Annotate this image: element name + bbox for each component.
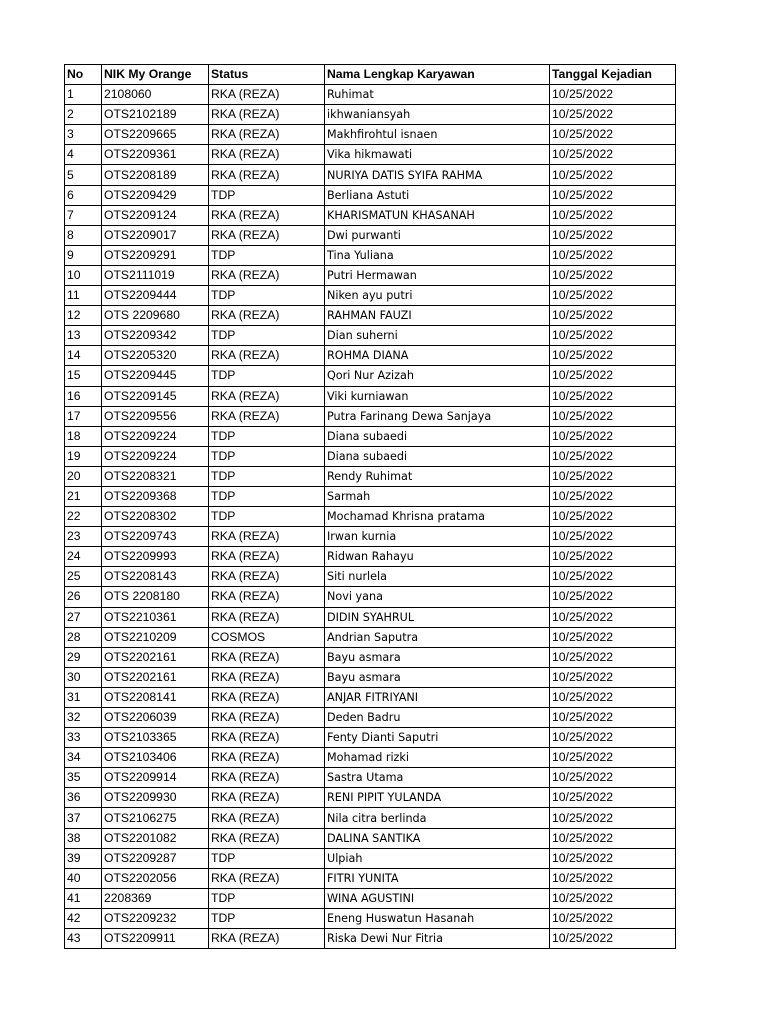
cell-nik: OTS2208302 (102, 507, 209, 527)
table-row (65, 547, 676, 567)
table-row (65, 868, 676, 888)
cell-date: 10/25/2022 (550, 687, 676, 707)
table-row (65, 587, 676, 607)
cell-status: TDP (209, 486, 325, 506)
employee-incident-table (64, 64, 676, 949)
cell-nik: OTS2103406 (102, 748, 209, 768)
table-row (65, 406, 676, 426)
cell-status: RKA (REZA) (209, 205, 325, 225)
table-row (65, 346, 676, 366)
cell-nik: OTS2201082 (102, 828, 209, 848)
header-nik: NIK My Orange (102, 65, 209, 85)
cell-date: 10/25/2022 (550, 708, 676, 728)
cell-no: 21 (65, 486, 102, 506)
table-row (65, 788, 676, 808)
cell-nik: OTS2209017 (102, 225, 209, 245)
cell-nik: OTS2103365 (102, 728, 209, 748)
cell-nik: 2108060 (102, 85, 209, 105)
cell-status: TDP (209, 466, 325, 486)
cell-date: 10/25/2022 (550, 105, 676, 125)
cell-date: 10/25/2022 (550, 185, 676, 205)
cell-no: 30 (65, 667, 102, 687)
cell-date: 10/25/2022 (550, 386, 676, 406)
cell-name: Putra Farinang Dewa Sanjaya (325, 406, 550, 426)
cell-status: RKA (REZA) (209, 667, 325, 687)
cell-nik: OTS2208189 (102, 165, 209, 185)
table-row (65, 748, 676, 768)
cell-date: 10/25/2022 (550, 245, 676, 265)
cell-nik: OTS2209665 (102, 125, 209, 145)
table-row (65, 466, 676, 486)
table-row (65, 567, 676, 587)
cell-no: 39 (65, 848, 102, 868)
cell-no: 18 (65, 426, 102, 446)
cell-no: 1 (65, 85, 102, 105)
cell-nik: OTS2209930 (102, 788, 209, 808)
cell-date: 10/25/2022 (550, 888, 676, 908)
cell-status: RKA (REZA) (209, 105, 325, 125)
cell-no: 3 (65, 125, 102, 145)
cell-date: 10/25/2022 (550, 667, 676, 687)
cell-status: RKA (REZA) (209, 567, 325, 587)
table-row (65, 125, 676, 145)
table-row (65, 205, 676, 225)
cell-no: 36 (65, 788, 102, 808)
cell-no: 19 (65, 446, 102, 466)
cell-nik: OTS2209743 (102, 527, 209, 547)
cell-no: 41 (65, 888, 102, 908)
cell-name: Berliana Astuti (325, 185, 550, 205)
header-status: Status (209, 65, 325, 85)
cell-name: Ruhimat (325, 85, 550, 105)
cell-name: Makhfirohtul isnaen (325, 125, 550, 145)
cell-status: TDP (209, 326, 325, 346)
table-row (65, 446, 676, 466)
cell-nik: OTS2102189 (102, 105, 209, 125)
cell-status: RKA (REZA) (209, 225, 325, 245)
cell-date: 10/25/2022 (550, 547, 676, 567)
cell-no: 6 (65, 185, 102, 205)
cell-no: 22 (65, 507, 102, 527)
cell-no: 27 (65, 607, 102, 627)
cell-name: Irwan kurnia (325, 527, 550, 547)
cell-no: 38 (65, 828, 102, 848)
cell-name: Dwi purwanti (325, 225, 550, 245)
cell-nik: OTS2206039 (102, 708, 209, 728)
cell-nik: OTS2208321 (102, 466, 209, 486)
cell-no: 13 (65, 326, 102, 346)
table-row (65, 728, 676, 748)
cell-status: TDP (209, 446, 325, 466)
cell-status: TDP (209, 245, 325, 265)
cell-date: 10/25/2022 (550, 286, 676, 306)
cell-name: Niken ayu putri (325, 286, 550, 306)
cell-status: RKA (REZA) (209, 406, 325, 426)
cell-date: 10/25/2022 (550, 587, 676, 607)
cell-status: RKA (REZA) (209, 768, 325, 788)
cell-no: 14 (65, 346, 102, 366)
header-row (65, 65, 676, 85)
cell-date: 10/25/2022 (550, 788, 676, 808)
cell-name: ANJAR FITRIYANI (325, 687, 550, 707)
cell-status: RKA (REZA) (209, 687, 325, 707)
cell-name: Tina Yuliana (325, 245, 550, 265)
table-row (65, 105, 676, 125)
cell-name: Bayu asmara (325, 647, 550, 667)
table-row (65, 225, 676, 245)
cell-name: RAHMAN FAUZI (325, 306, 550, 326)
cell-date: 10/25/2022 (550, 768, 676, 788)
cell-no: 42 (65, 908, 102, 928)
cell-name: NURIYA DATIS SYIFA RAHMA (325, 165, 550, 185)
cell-date: 10/25/2022 (550, 607, 676, 627)
cell-name: ikhwaniansyah (325, 105, 550, 125)
table-row (65, 326, 676, 346)
cell-nik: OTS2209445 (102, 366, 209, 386)
cell-name: Sarmah (325, 486, 550, 506)
cell-nik: OTS2106275 (102, 808, 209, 828)
cell-no: 20 (65, 466, 102, 486)
cell-name: Diana subaedi (325, 426, 550, 446)
cell-nik: OTS2202056 (102, 868, 209, 888)
cell-nik: OTS2209429 (102, 185, 209, 205)
cell-date: 10/25/2022 (550, 145, 676, 165)
cell-status: TDP (209, 366, 325, 386)
cell-no: 12 (65, 306, 102, 326)
cell-nik: OTS2209224 (102, 446, 209, 466)
cell-date: 10/25/2022 (550, 748, 676, 768)
cell-no: 8 (65, 225, 102, 245)
table-row (65, 667, 676, 687)
cell-nik: OTS2210361 (102, 607, 209, 627)
header-no: No (65, 65, 102, 85)
cell-name: Diana subaedi (325, 446, 550, 466)
cell-name: KHARISMATUN KHASANAH (325, 205, 550, 225)
cell-nik: OTS2209368 (102, 486, 209, 506)
cell-nik: OTS2209361 (102, 145, 209, 165)
cell-nik: 2208369 (102, 888, 209, 908)
cell-nik: OTS2111019 (102, 265, 209, 285)
cell-nik: OTS2202161 (102, 647, 209, 667)
cell-date: 10/25/2022 (550, 225, 676, 245)
cell-status: RKA (REZA) (209, 587, 325, 607)
table-row (65, 386, 676, 406)
cell-nik: OTS2209224 (102, 426, 209, 446)
cell-no: 7 (65, 205, 102, 225)
table-row (65, 245, 676, 265)
cell-no: 34 (65, 748, 102, 768)
cell-date: 10/25/2022 (550, 265, 676, 285)
cell-no: 11 (65, 286, 102, 306)
cell-date: 10/25/2022 (550, 486, 676, 506)
cell-no: 28 (65, 627, 102, 647)
cell-name: Mohamad rizki (325, 748, 550, 768)
cell-nik: OTS2209287 (102, 848, 209, 868)
cell-no: 24 (65, 547, 102, 567)
table-row (65, 145, 676, 165)
cell-no: 2 (65, 105, 102, 125)
cell-no: 16 (65, 386, 102, 406)
cell-no: 29 (65, 647, 102, 667)
cell-nik: OTS2209342 (102, 326, 209, 346)
cell-name: Bayu asmara (325, 667, 550, 687)
cell-nik: OTS2209232 (102, 908, 209, 928)
cell-no: 23 (65, 527, 102, 547)
cell-date: 10/25/2022 (550, 627, 676, 647)
cell-status: RKA (REZA) (209, 788, 325, 808)
cell-name: Nila citra berlinda (325, 808, 550, 828)
cell-status: COSMOS (209, 627, 325, 647)
cell-date: 10/25/2022 (550, 828, 676, 848)
cell-name: Vika hikmawati (325, 145, 550, 165)
cell-name: Eneng Huswatun Hasanah (325, 908, 550, 928)
cell-name: Ridwan Rahayu (325, 547, 550, 567)
cell-nik: OTS2209145 (102, 386, 209, 406)
table-row (65, 929, 676, 949)
table-row (65, 486, 676, 506)
cell-date: 10/25/2022 (550, 165, 676, 185)
cell-status: RKA (REZA) (209, 828, 325, 848)
cell-status: TDP (209, 286, 325, 306)
cell-no: 4 (65, 145, 102, 165)
table-row (65, 265, 676, 285)
table-row (65, 507, 676, 527)
table-row (65, 165, 676, 185)
cell-status: RKA (REZA) (209, 125, 325, 145)
cell-date: 10/25/2022 (550, 125, 676, 145)
cell-no: 5 (65, 165, 102, 185)
cell-nik: OTS2209291 (102, 245, 209, 265)
cell-nik: OTS2210209 (102, 627, 209, 647)
cell-name: Deden Badru (325, 708, 550, 728)
cell-no: 31 (65, 687, 102, 707)
cell-nik: OTS 2209680 (102, 306, 209, 326)
cell-status: RKA (REZA) (209, 868, 325, 888)
cell-name: Novi yana (325, 587, 550, 607)
cell-status: RKA (REZA) (209, 265, 325, 285)
cell-no: 43 (65, 929, 102, 949)
header-name: Nama Lengkap Karyawan (325, 65, 550, 85)
cell-status: RKA (REZA) (209, 386, 325, 406)
table-row (65, 808, 676, 828)
cell-nik: OTS2209444 (102, 286, 209, 306)
table-row (65, 687, 676, 707)
cell-name: ROHMA DIANA (325, 346, 550, 366)
table-row (65, 647, 676, 667)
cell-date: 10/25/2022 (550, 326, 676, 346)
cell-name: Viki kurniawan (325, 386, 550, 406)
table-row (65, 828, 676, 848)
table-row (65, 85, 676, 105)
cell-date: 10/25/2022 (550, 346, 676, 366)
table-row (65, 607, 676, 627)
table-row (65, 768, 676, 788)
cell-no: 32 (65, 708, 102, 728)
cell-nik: OTS 2208180 (102, 587, 209, 607)
cell-name: Andrian Saputra (325, 627, 550, 647)
cell-no: 10 (65, 265, 102, 285)
cell-status: RKA (REZA) (209, 929, 325, 949)
cell-date: 10/25/2022 (550, 728, 676, 748)
cell-nik: OTS2209914 (102, 768, 209, 788)
cell-date: 10/25/2022 (550, 929, 676, 949)
cell-date: 10/25/2022 (550, 507, 676, 527)
cell-status: RKA (REZA) (209, 85, 325, 105)
cell-nik: OTS2209911 (102, 929, 209, 949)
cell-name: Sastra Utama (325, 768, 550, 788)
cell-status: TDP (209, 888, 325, 908)
cell-date: 10/25/2022 (550, 908, 676, 928)
table-row (65, 426, 676, 446)
cell-status: RKA (REZA) (209, 607, 325, 627)
cell-date: 10/25/2022 (550, 647, 676, 667)
table-row (65, 527, 676, 547)
cell-name: Fenty Dianti Saputri (325, 728, 550, 748)
cell-status: RKA (REZA) (209, 728, 325, 748)
cell-status: RKA (REZA) (209, 527, 325, 547)
cell-status: TDP (209, 426, 325, 446)
table-row (65, 306, 676, 326)
cell-status: RKA (REZA) (209, 306, 325, 326)
cell-date: 10/25/2022 (550, 85, 676, 105)
cell-date: 10/25/2022 (550, 527, 676, 547)
cell-no: 17 (65, 406, 102, 426)
cell-nik: OTS2205320 (102, 346, 209, 366)
cell-name: Dian suherni (325, 326, 550, 346)
cell-date: 10/25/2022 (550, 466, 676, 486)
cell-nik: OTS2209556 (102, 406, 209, 426)
cell-date: 10/25/2022 (550, 567, 676, 587)
cell-date: 10/25/2022 (550, 366, 676, 386)
cell-name: DIDIN SYAHRUL (325, 607, 550, 627)
header-date: Tanggal Kejadian (550, 65, 676, 85)
table-row (65, 888, 676, 908)
cell-date: 10/25/2022 (550, 808, 676, 828)
cell-status: RKA (REZA) (209, 547, 325, 567)
cell-date: 10/25/2022 (550, 306, 676, 326)
table-row (65, 908, 676, 928)
cell-no: 37 (65, 808, 102, 828)
cell-nik: OTS2209993 (102, 547, 209, 567)
cell-no: 25 (65, 567, 102, 587)
cell-name: RENI PIPIT YULANDA (325, 788, 550, 808)
cell-date: 10/25/2022 (550, 426, 676, 446)
table-row (65, 708, 676, 728)
cell-date: 10/25/2022 (550, 868, 676, 888)
cell-status: RKA (REZA) (209, 808, 325, 828)
table-body (65, 85, 676, 949)
cell-no: 26 (65, 587, 102, 607)
cell-no: 9 (65, 245, 102, 265)
cell-date: 10/25/2022 (550, 406, 676, 426)
table-row (65, 848, 676, 868)
cell-status: RKA (REZA) (209, 145, 325, 165)
cell-nik: OTS2209124 (102, 205, 209, 225)
cell-no: 35 (65, 768, 102, 788)
cell-status: RKA (REZA) (209, 165, 325, 185)
cell-status: RKA (REZA) (209, 708, 325, 728)
cell-name: Rendy Ruhimat (325, 466, 550, 486)
cell-nik: OTS2208141 (102, 687, 209, 707)
cell-status: TDP (209, 908, 325, 928)
cell-no: 33 (65, 728, 102, 748)
cell-status: TDP (209, 185, 325, 205)
cell-name: FITRI YUNITA (325, 868, 550, 888)
cell-nik: OTS2202161 (102, 667, 209, 687)
cell-name: Putri Hermawan (325, 265, 550, 285)
cell-name: Mochamad Khrisna pratama (325, 507, 550, 527)
cell-no: 40 (65, 868, 102, 888)
cell-name: Riska Dewi Nur Fitria (325, 929, 550, 949)
cell-name: WINA AGUSTINI (325, 888, 550, 908)
cell-name: Ulpiah (325, 848, 550, 868)
cell-status: RKA (REZA) (209, 346, 325, 366)
table-row (65, 627, 676, 647)
cell-date: 10/25/2022 (550, 848, 676, 868)
cell-date: 10/25/2022 (550, 446, 676, 466)
cell-status: RKA (REZA) (209, 647, 325, 667)
table-row (65, 366, 676, 386)
table-row (65, 185, 676, 205)
cell-name: DALINA SANTIKA (325, 828, 550, 848)
cell-status: TDP (209, 507, 325, 527)
cell-nik: OTS2208143 (102, 567, 209, 587)
cell-no: 15 (65, 366, 102, 386)
cell-status: TDP (209, 848, 325, 868)
cell-name: Siti nurlela (325, 567, 550, 587)
table-row (65, 286, 676, 306)
cell-date: 10/25/2022 (550, 205, 676, 225)
cell-name: Qori Nur Azizah (325, 366, 550, 386)
cell-status: RKA (REZA) (209, 748, 325, 768)
